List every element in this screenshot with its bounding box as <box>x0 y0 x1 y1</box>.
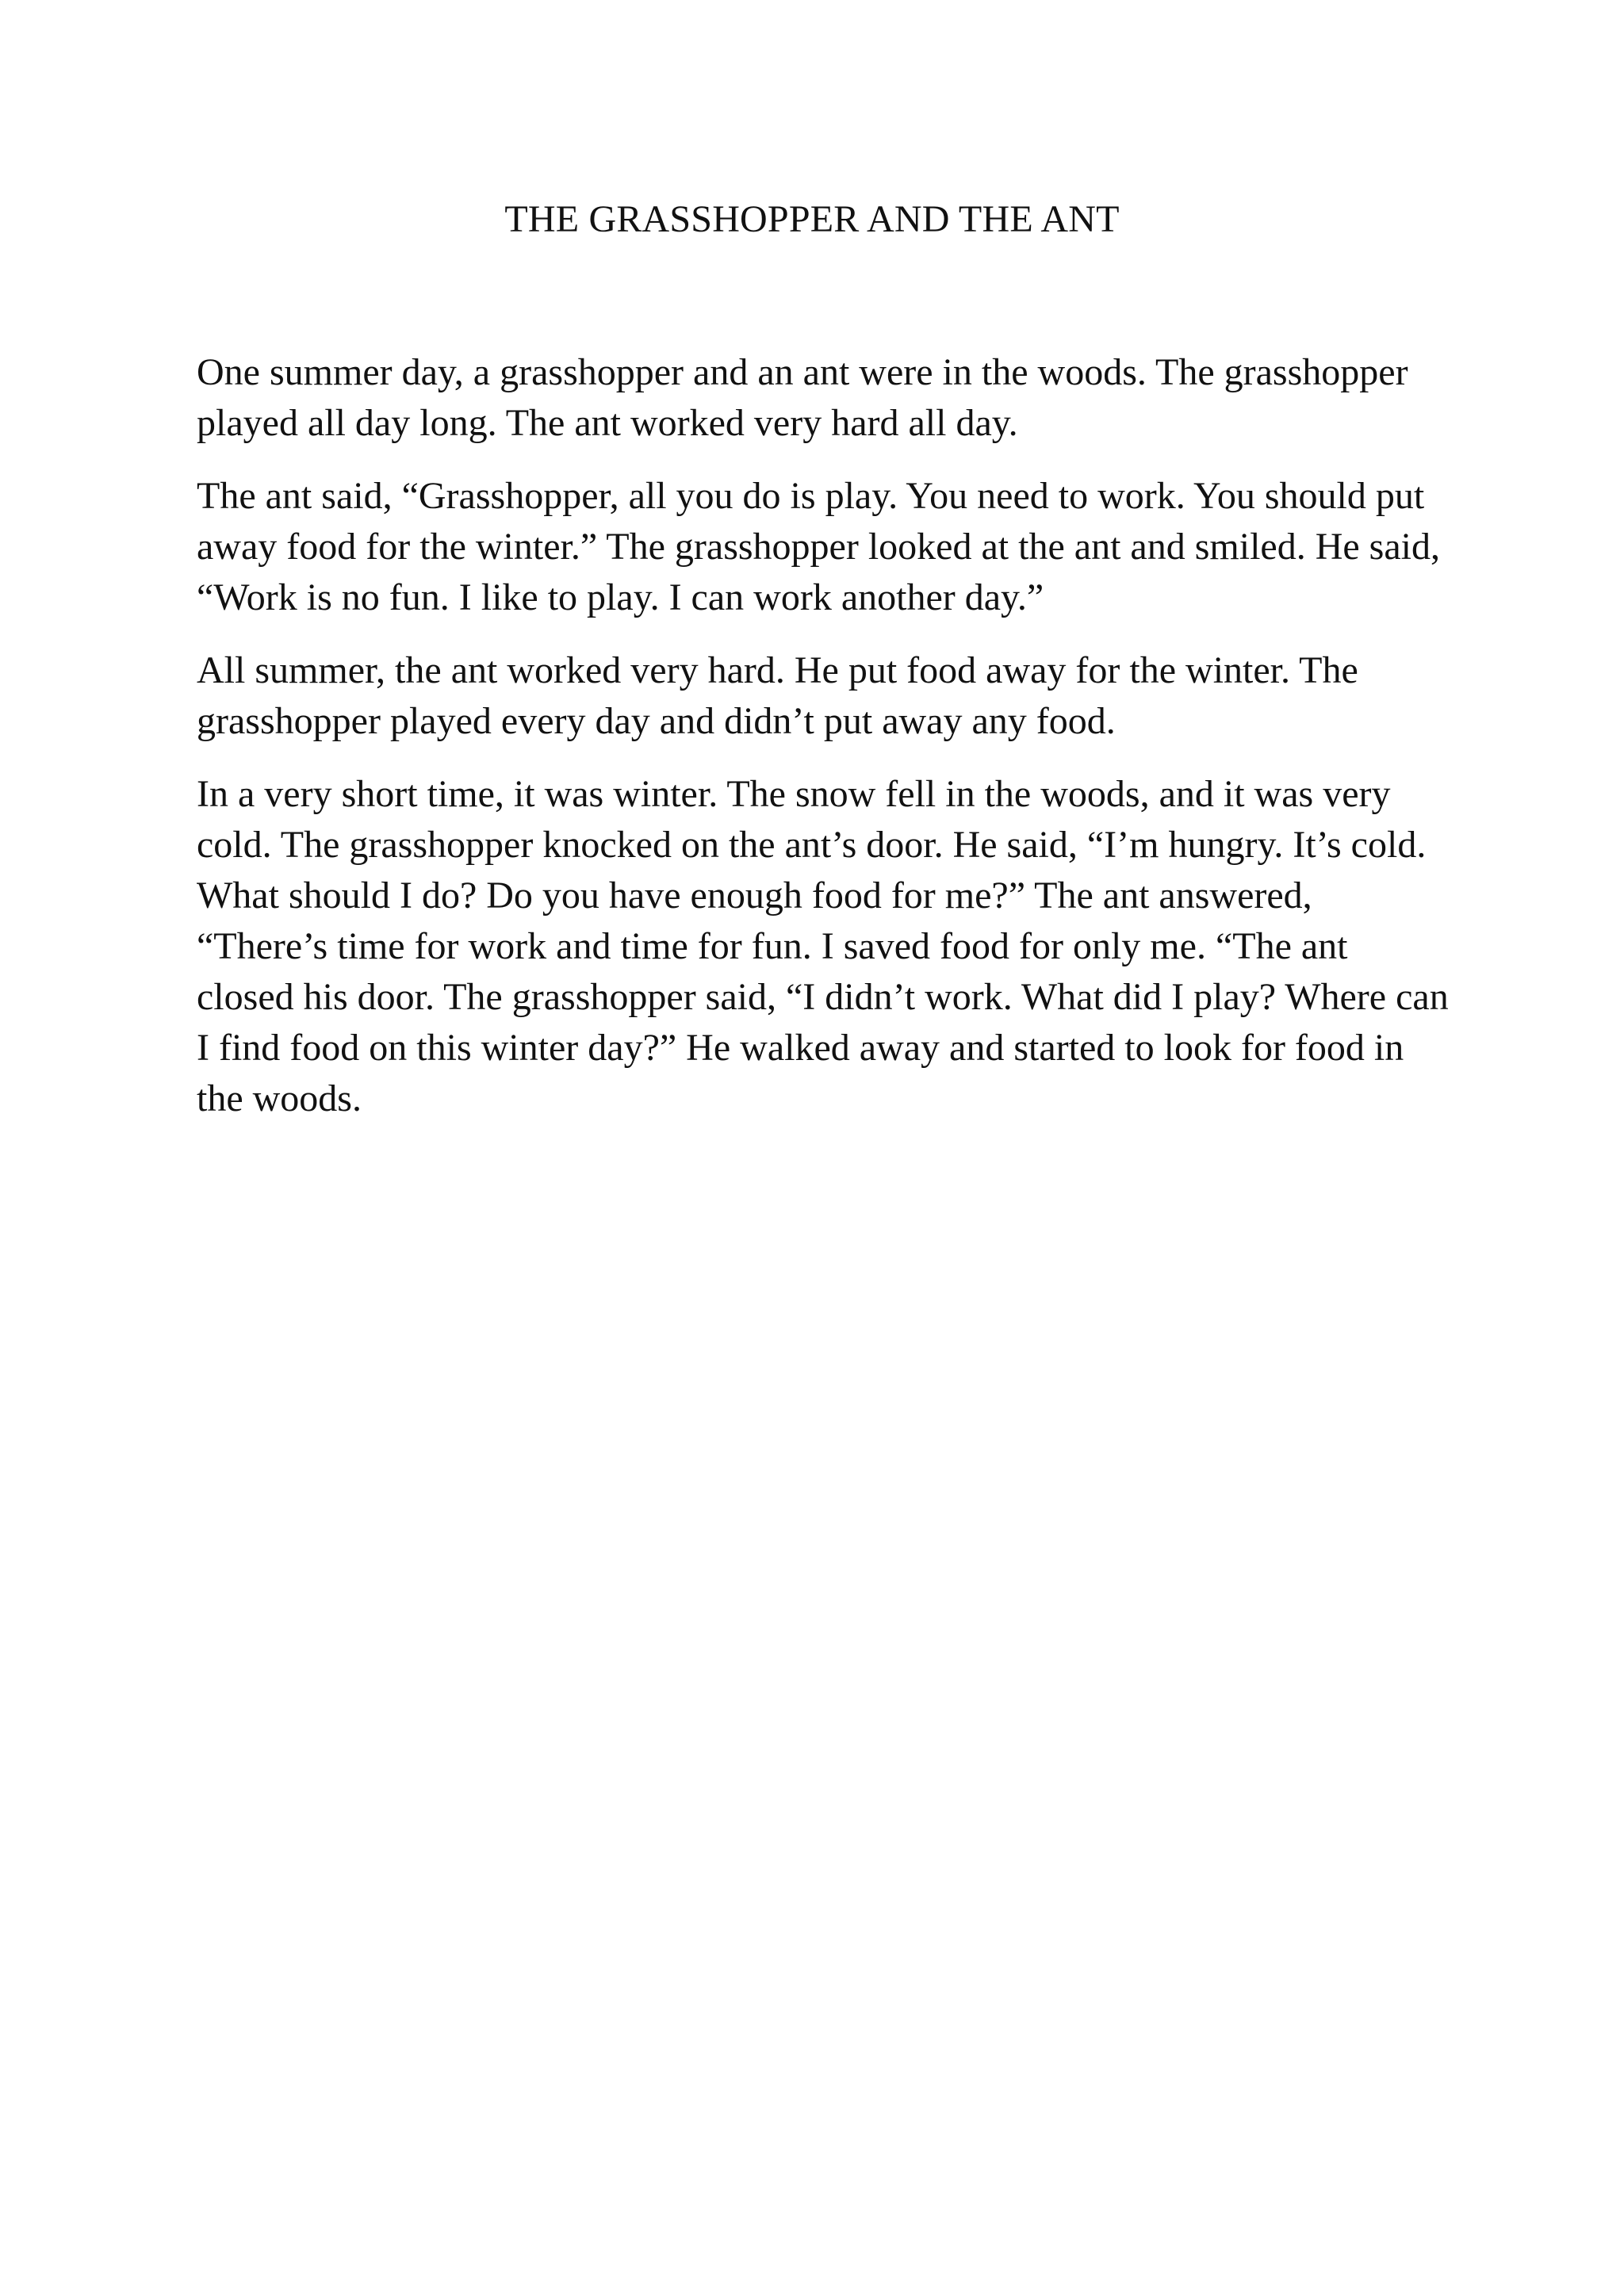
paragraph-4: In a very short time, it was winter. The snow fell in the woods, and it was very cold. The grasshopper knocked on the ant’s door. He said, “I’m hungry. It’s cold. What should I do? Do you have enough food for me?” The ant answered, “There’s time for work and time for fun. I saved food for only me. “The ant closed his door. The grasshopper said, “I didn’t work. What did I play? Where can I find food on this winter day?” He walked away and started to look for food in the woods. <box>197 773 1449 1119</box>
paragraph-1: One summer day, a grasshopper and an ant were in the woods. The grasshopper played all day long. The ant worked very hard all day. <box>197 351 1408 444</box>
document-body <box>197 347 1450 1146</box>
paragraph-3: All summer, the ant worked very hard. He put food away for the winter. The grasshopper played every day and didn’t put away any food. <box>197 649 1358 742</box>
paragraph-2: The ant said, “Grasshopper, all you do is play. You need to work. You should put away food for the winter.” The grasshopper looked at the ant and smiled. He said, “Work is no fun. I like to play. I can work another day.” <box>197 475 1440 618</box>
document-title: THE GRASSHOPPER AND THE ANT <box>504 198 1120 240</box>
